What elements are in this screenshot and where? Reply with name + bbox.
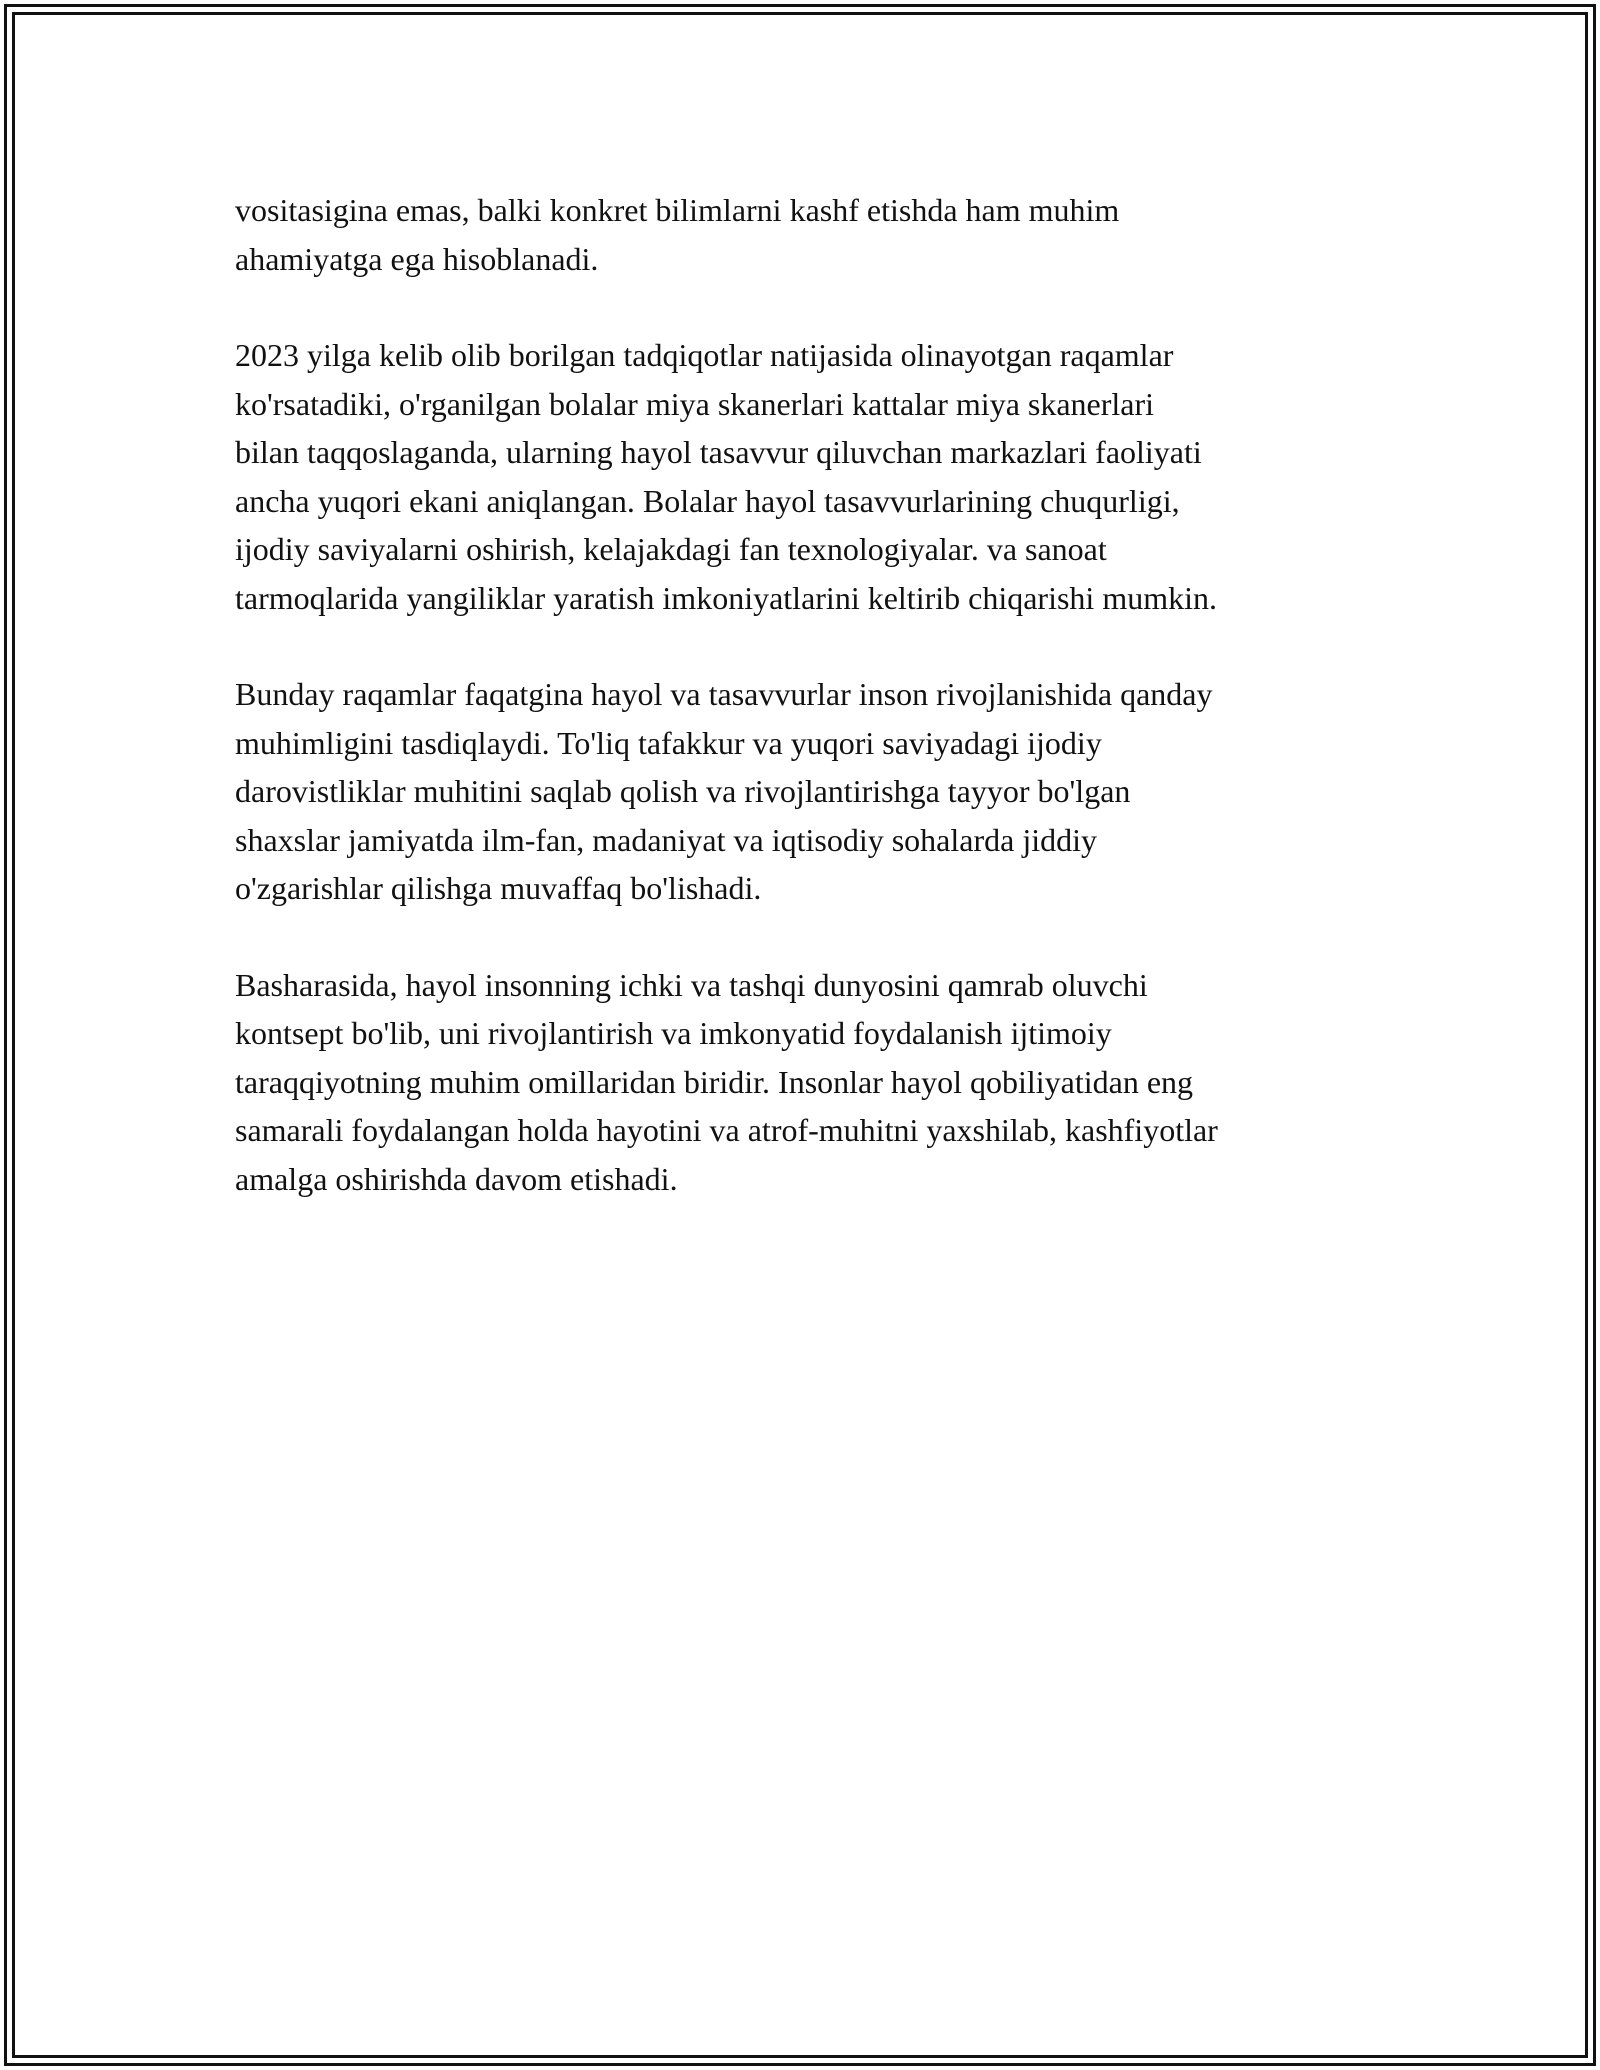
paragraph-2: 2023 yilga kelib olib borilgan tadqiqotlar natijasida olinayotgan raqamlar ko'rsatadiki, o'rganilgan bolalar miya skanerlari kattalar miya skanerlari bilan taqqoslaganda, ularning hayol tasavvur qiluvchan markazlari faoliyati ancha yuqori ekani aniqlangan. Bolalar hayol tasavvurlarining chuqurligi, ijodiy saviyalarni oshirish, kelajakdagi fan texnologiyalar. va sanoat tarmoqlarida yangiliklar yaratish imkoniyatlarini keltirib chiqarishi mumkin. (235, 337, 1217, 616)
paragraph-4: Basharasida, hayol insonning ichki va tashqi dunyosini qamrab oluvchi kontsept bo'lib, uni rivojlantirish va imkonyatid foydalanish ijtimoiy taraqqiyotning muhim omillaridan biridir. Insonlar hayol qobiliyatidan eng samarali foydalangan holda hayotini va atrof-muhitni yaxshilab, kashfiyotlar amalga oshirishda davom etishadi. (235, 966, 1218, 1197)
paragraph-3: Bunday raqamlar faqatgina hayol va tasavvurlar inson rivojlanishida qanday muhimligini tasdiqlaydi. To'liq tafakkur va yuqori saviyadagi ijodiy darovistliklar muhitini saqlab qolish va rivojlantirishga tayyor bo'lgan shaxslar jamiyatda ilm-fan, madaniyat va iqtisodiy sohalarda jiddiy o'zgarishlar qilishga muvaffaq bo'lishadi. (235, 676, 1213, 906)
paragraph-1: vositasigina emas, balki konkret bilimlarni kashf etishda ham muhim ahamiyatga ega hisoblanadi. (235, 192, 1120, 277)
document-body (235, 186, 1375, 1251)
